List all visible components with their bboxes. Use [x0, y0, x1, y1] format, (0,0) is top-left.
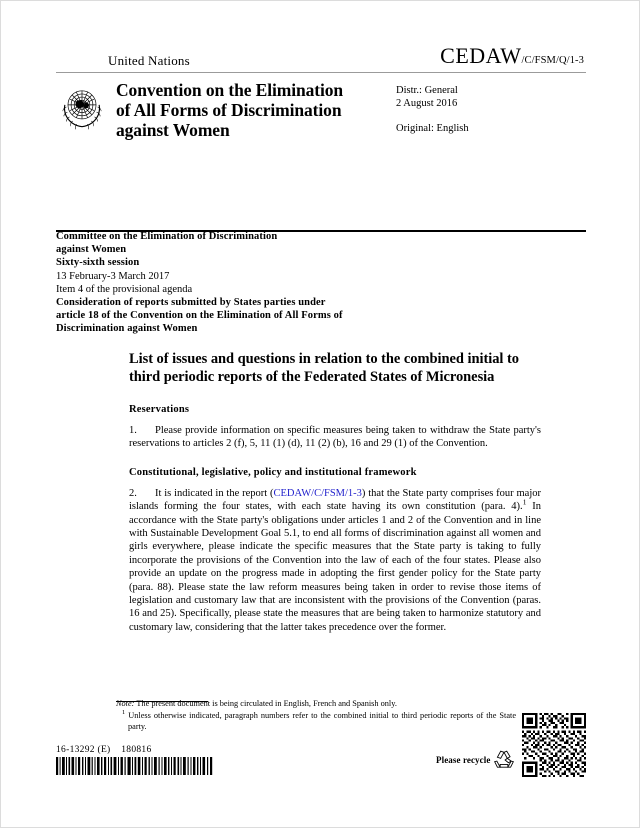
paragraph-2-text-before-link: It is indicated in the report (: [155, 487, 274, 499]
page-title: List of issues and questions in relation to the combined initial to third periodic reports of the Federated States of Micronesia: [129, 351, 519, 385]
paragraph-1-number: 1.: [129, 425, 137, 436]
un-emblem-icon: [56, 82, 108, 134]
barcode-icon: [56, 757, 216, 775]
footnote-item-1: [116, 710, 516, 732]
agenda-title-line-2: article 18 of the Convention on the Elimination of All Forms of: [56, 310, 343, 322]
committee-dates: 13 February-3 March 2017: [56, 270, 170, 282]
committee-name-line-2: against Women: [56, 244, 127, 256]
report-document-link[interactable]: CEDAW/C/FSM/1-3: [273, 487, 362, 499]
paragraph-2: [129, 487, 541, 634]
paragraph-1-text: Please provide information on specific measures being taken to withdraw the State party's reservations to articles 2 (f), 5, 11 (1) (d), 11 (2) (b), 16 and 29 (1) of the Convention.: [129, 425, 541, 450]
original-language: Original: English: [396, 123, 469, 134]
committee-block: [56, 230, 456, 336]
convention-title-line-1: Convention on the Elimination: [116, 80, 344, 100]
convention-title: [116, 80, 384, 140]
qr-code-container: [522, 713, 586, 782]
paragraph-2-text-after-link: ) that the State party comprises four major islands forming the four states, with each state having its own constitution (para. 4).: [129, 487, 541, 513]
paragraph-2-number: 2.: [129, 487, 137, 499]
recycle-label: Please recycle: [436, 755, 491, 765]
masthead-top-row: [56, 43, 586, 69]
footnote-marker-1: 1: [122, 709, 126, 717]
recycle-notice: [436, 749, 515, 771]
convention-title-line-2: of All Forms of Discrimination: [116, 100, 342, 120]
document-symbol-main: CEDAW: [440, 43, 522, 68]
masthead-divider: [56, 72, 586, 73]
footnote-text-1: Unless otherwise indicated, paragraph numbers refer to the combined initial to third periodic reports of the State party.: [128, 711, 516, 732]
recycle-icon: [493, 749, 515, 771]
job-number: 16-13292 (E) 180816: [56, 745, 152, 755]
circulation-note-label: Note:: [116, 699, 135, 708]
document-symbol: [440, 43, 586, 69]
masthead-body: [56, 80, 586, 140]
committee-session: Sixty-sixth session: [56, 257, 140, 269]
agenda-item: Item 4 of the provisional agenda: [56, 283, 193, 295]
footnote-reference-1[interactable]: 1: [522, 497, 527, 507]
convention-title-line-3: against Women: [116, 120, 230, 140]
committee-name-line-1: Committee on the Elimination of Discrimination: [56, 231, 278, 242]
section-heading-reservations: Reservations: [129, 404, 190, 415]
distribution-block: [384, 80, 586, 140]
paragraph-2-text-after-footnote: In accordance with the State party's obligations under articles 1 and 2 of the Convention and in line with Sustainable Development Goal 5.1, to end all forms of discrimination against all women and girls everywhere, please indicate the specific measures that the State party is taking to fully incorporate the provisions of the Convention into the law of each of the four states. Please also provide an update on the progress made in adopting the first gender policy for the State party (para. 88). Please state the law reform measures being taken in order to revise those items of legislation and customary law that are inconsistent with the provisions of the Convention (paras. 16 and 25). Specifically, please state the measures that are being taken to harmonize statutory and customary law, considering that the latter takes precedence over the former.: [129, 501, 541, 633]
document-symbol-suffix: /C/FSM/Q/1-3: [521, 55, 584, 66]
footer-left: [56, 745, 296, 780]
qr-code-icon: [522, 713, 586, 777]
main-content: [129, 351, 541, 638]
un-emblem-container: [56, 80, 116, 140]
agenda-title-line-1: Consideration of reports submitted by States parties under: [56, 297, 326, 309]
paragraph-1: [129, 424, 541, 451]
organization-name: United Nations: [108, 53, 190, 68]
circulation-note-text: The present document is being circulated in English, French and Spanish only.: [134, 699, 397, 708]
masthead: [56, 43, 586, 140]
document-date: 2 August 2016: [396, 98, 458, 109]
section-heading-framework: Constitutional, legislative, policy and institutional framework: [129, 466, 417, 478]
circulation-note: [116, 698, 516, 709]
footnote-block: [116, 698, 516, 733]
distribution-type: Distr.: General: [396, 85, 458, 96]
agenda-title-line-3: Discrimination against Women: [56, 323, 198, 335]
distribution-spacer: [396, 110, 586, 122]
